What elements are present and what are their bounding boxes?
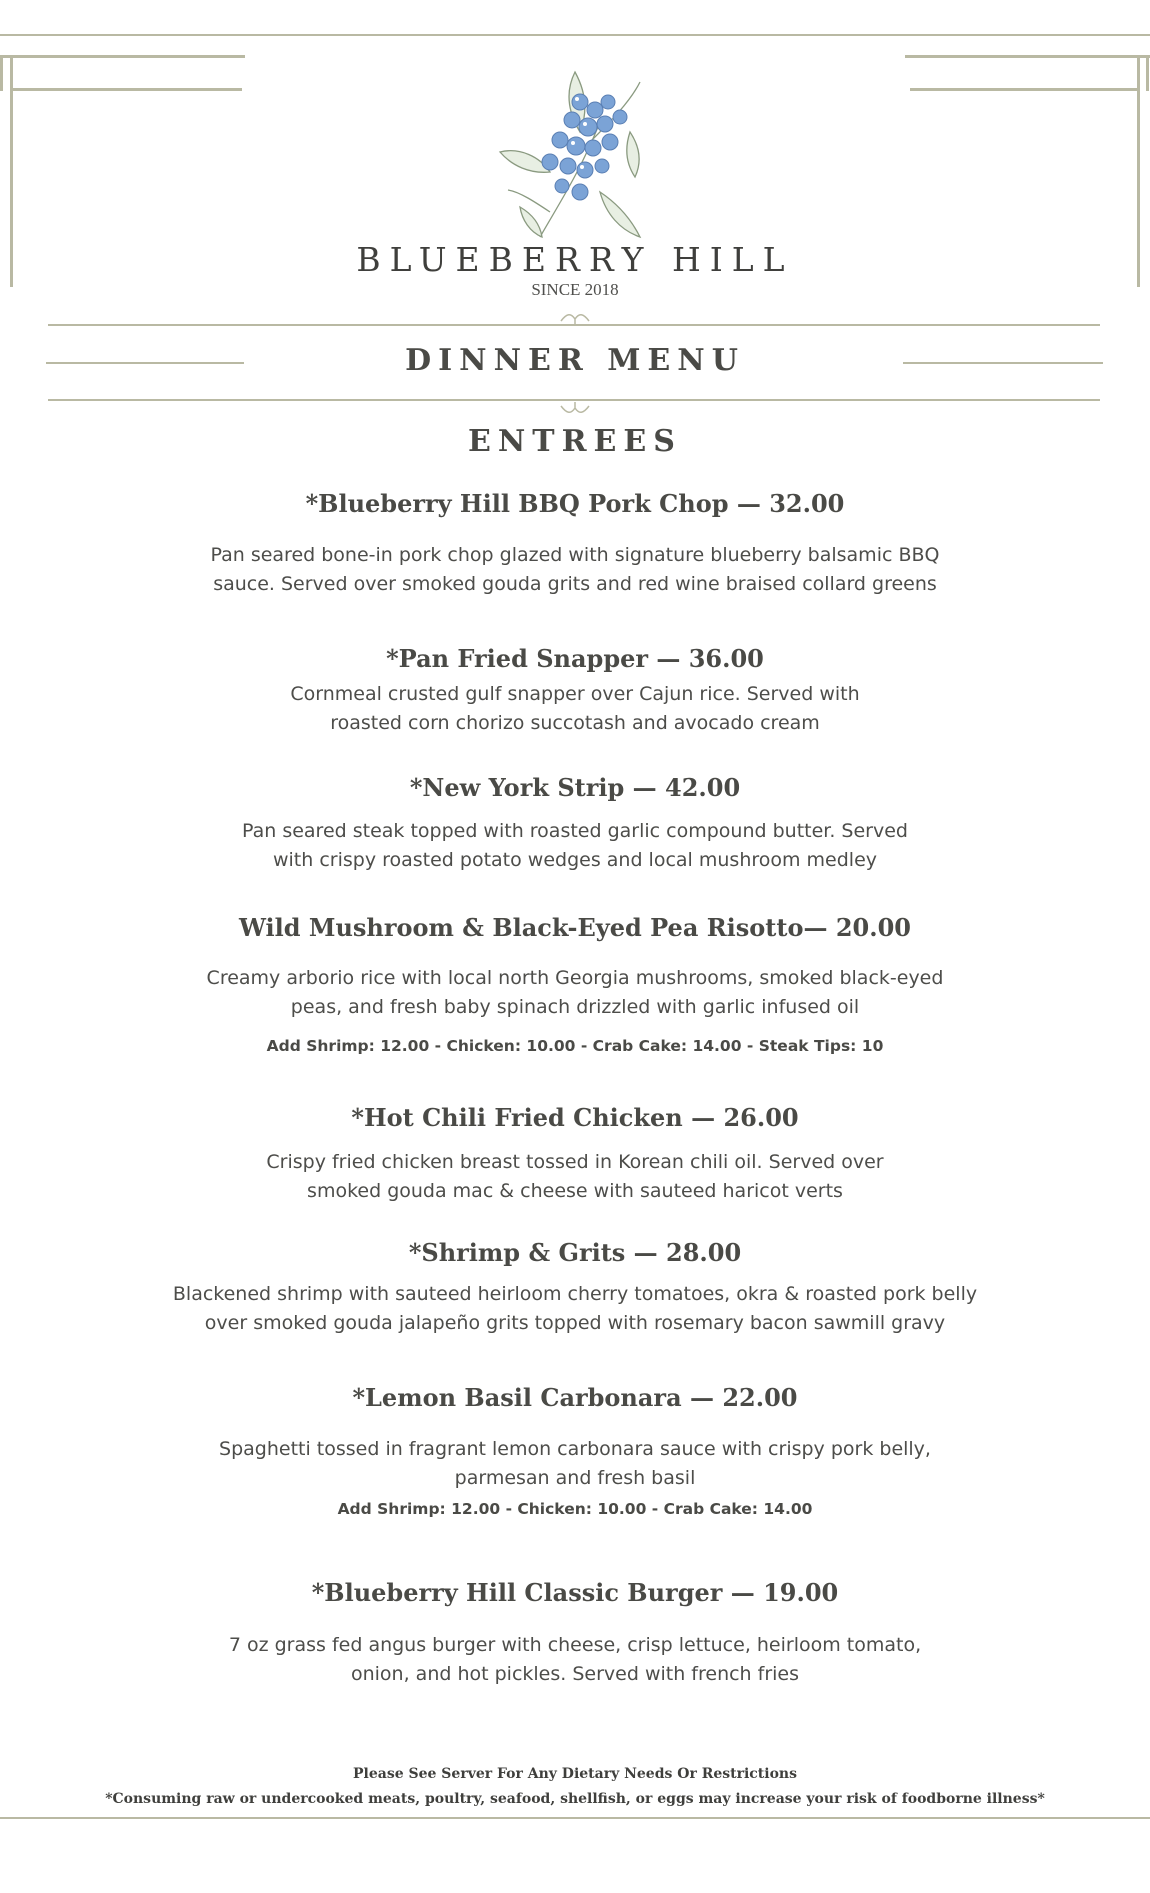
- menu-item-description: [0, 1280, 1150, 1338]
- menu-title: DINNER MENU: [405, 343, 745, 378]
- desc-line: sauce. Served over smoked gouda grits and red wine braised collard greens: [213, 573, 937, 595]
- right-corner-frame-h1: [905, 55, 1150, 58]
- desc-line: 7 oz grass fed angus burger with cheese, crisp lettuce, heirloom tomato,: [228, 1634, 922, 1656]
- left-corner-frame-h2: [10, 88, 242, 91]
- since-label: SINCE 2018: [531, 280, 619, 299]
- section-title-entrees: ENTREES: [468, 424, 682, 459]
- top-border: [0, 34, 1150, 36]
- menu-item-title: *Shrimp & Grits — 28.00: [408, 1238, 742, 1267]
- flourish-icon-2: [559, 400, 591, 421]
- footer-consumption-warning: *Consuming raw or undercooked meats, poultry, seafood, shellfish, or eggs may increase your risk of foodborne illness*: [105, 1791, 1045, 1807]
- menu-item-addons: Add Shrimp: 12.00 - Chicken: 10.00 - Crab Cake: 14.00 - Steak Tips: 10: [266, 1037, 884, 1055]
- menu-item-description: [0, 1631, 1150, 1689]
- desc-line: Cornmeal crusted gulf snapper over Cajun rice. Served with: [290, 683, 860, 705]
- desc-line: peas, and fresh baby spinach drizzled with garlic infused oil: [290, 996, 860, 1018]
- right-corner-frame-v2: [1146, 55, 1149, 91]
- logo: [480, 62, 670, 242]
- menu-item-title: *Lemon Basil Carbonara — 22.00: [352, 1383, 798, 1412]
- menu-item-title: Wild Mushroom & Black-Eyed Pea Risotto— 20.00: [239, 913, 911, 942]
- menu-item-title: *Blueberry Hill Classic Burger — 19.00: [311, 1578, 839, 1607]
- menu-item-title: *Blueberry Hill BBQ Pork Chop — 32.00: [305, 489, 845, 518]
- desc-line: Crispy fried chicken breast tossed in Korean chili oil. Served over: [266, 1151, 884, 1173]
- desc-line: onion, and hot pickles. Served with french fries: [350, 1663, 800, 1685]
- desc-line: parmesan and fresh basil: [454, 1467, 696, 1489]
- desc-line: roasted corn chorizo succotash and avocado cream: [330, 712, 820, 734]
- menu-item-description: [0, 1148, 1150, 1206]
- bottom-border: [0, 1817, 1150, 1819]
- brand-name: BLUEBERRY HILL: [356, 240, 794, 279]
- menu-item-description: [0, 817, 1150, 875]
- menu-item-title: *Hot Chili Fried Chicken — 26.00: [351, 1103, 799, 1132]
- desc-line: Pan seared bone-in pork chop glazed with signature blueberry balsamic BBQ: [210, 544, 940, 566]
- left-corner-frame-h1: [0, 55, 245, 58]
- menu-item-addons: Add Shrimp: 12.00 - Chicken: 10.00 - Crab Cake: 14.00: [337, 1500, 813, 1518]
- footer-dietary-note: Please See Server For Any Dietary Needs Or Restrictions: [353, 1766, 797, 1782]
- desc-line: smoked gouda mac & cheese with sauteed haricot verts: [307, 1180, 843, 1202]
- flourish-icon: [559, 311, 591, 332]
- desc-line: over smoked gouda jalapeño grits topped with rosemary bacon sawmill gravy: [204, 1312, 946, 1334]
- menu-item-description: [0, 1435, 1150, 1493]
- menu-item-title: *Pan Fried Snapper — 36.00: [386, 644, 764, 673]
- desc-line: Blackened shrimp with sauteed heirloom cherry tomatoes, okra & roasted pork belly: [172, 1283, 978, 1305]
- desc-line: Creamy arborio rice with local north Georgia mushrooms, smoked black-eyed: [206, 967, 944, 989]
- menu-item-title: *New York Strip — 42.00: [409, 773, 741, 802]
- desc-line: Pan seared steak topped with roasted garlic compound butter. Served: [241, 820, 908, 842]
- desc-line: with crispy roasted potato wedges and local mushroom medley: [272, 849, 878, 871]
- menu-item-description: [0, 680, 1150, 738]
- right-corner-frame-h2: [910, 88, 1140, 91]
- menu-item-description: [0, 541, 1150, 599]
- blueberry-branch-icon: [480, 62, 670, 242]
- menu-item-description: [0, 964, 1150, 1022]
- desc-line: Spaghetti tossed in fragrant lemon carbonara sauce with crispy pork belly,: [219, 1438, 931, 1460]
- left-corner-frame-v2: [0, 55, 3, 91]
